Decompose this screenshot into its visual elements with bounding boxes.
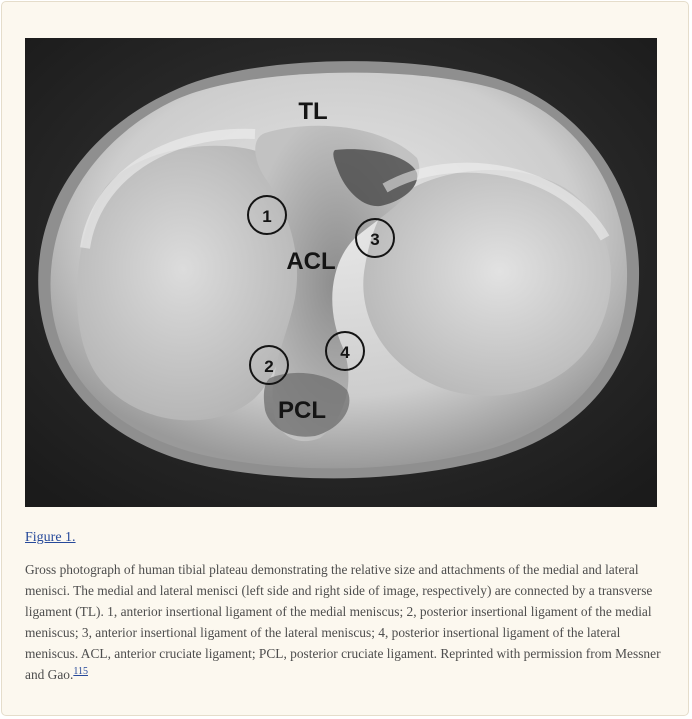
label-acl: ACL xyxy=(286,248,336,275)
figure-caption xyxy=(25,559,670,685)
label-tl: TL xyxy=(298,98,328,125)
photo-svg xyxy=(25,38,657,507)
caption-text: Gross photograph of human tibial plateau demonstrating the relative size and attachments of the medial and lateral menisci. The medial and lateral menisci (left side and right side of image, respectively) are connected by a transverse ligament (TL). 1, anterior insertional ligament of the medial meniscus; 2, posterior insertional ligament of the medial meniscus; 3, anterior insertional ligament of the lateral meniscus; 4, posterior insertional ligament of the lateral meniscus. ACL, anterior cruciate ligament; PCL, posterior cruciate ligament. Reprinted with permission from Messner and Gao. xyxy=(25,562,661,682)
tibial-plateau-photograph[interactable] xyxy=(25,38,657,507)
marker-4-number: 4 xyxy=(340,343,350,362)
figure-card xyxy=(1,1,689,716)
figure-label-link[interactable]: Figure 1. xyxy=(25,530,76,545)
marker-3-number: 3 xyxy=(370,230,380,249)
label-pcl: PCL xyxy=(278,397,326,424)
marker-1-number: 1 xyxy=(262,207,272,226)
marker-2-number: 2 xyxy=(264,357,274,376)
reference-link[interactable]: 115 xyxy=(73,666,88,677)
